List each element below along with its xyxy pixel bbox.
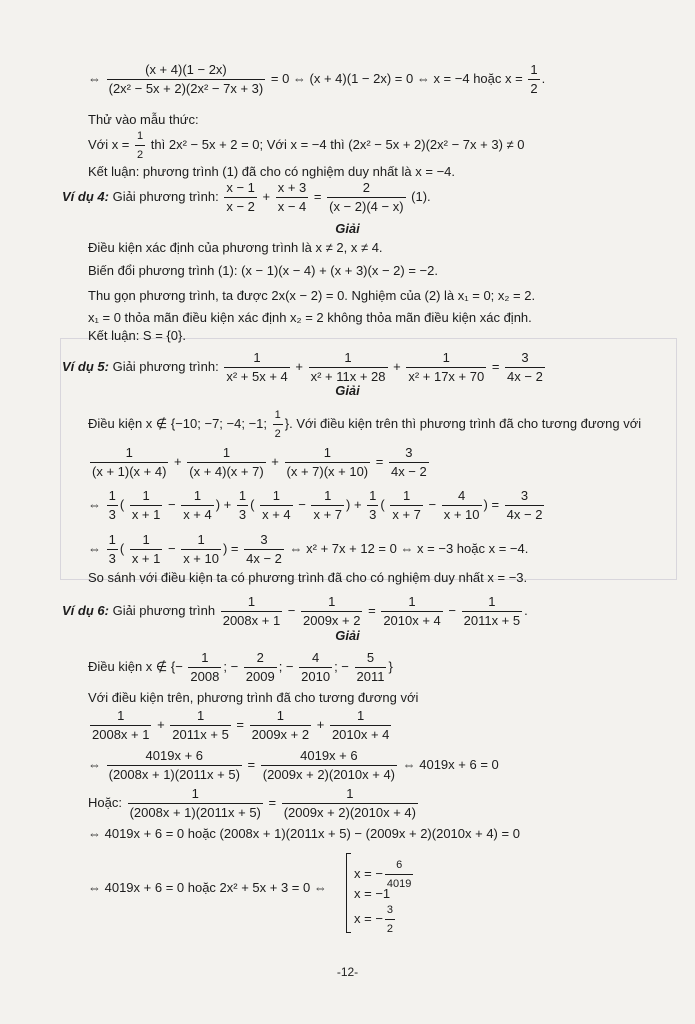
solution-heading: Giải [335,221,360,236]
example-label: Ví dụ 4: [62,188,109,204]
vd4-step-5: Kết luận: S = {0}. [88,328,186,343]
root-1: x = − $\frac{6}{4019}$ [354,859,412,890]
example-5-heading: Ví dụ 5: Giải phương trình: $\frac{1}{\text{x² + 5x + 4}}$ + $\frac{1}{\text{x² + 11x + 28}}$ + $\frac{1}{\text{x² + 17x + 70}}$ = $\frac{3}{4x - 2}$ [62,350,543,384]
system-bracket [346,853,351,933]
vd6-step-7: ⇔ 4019x + 6 = 0 hoặc 2x² + 5x + 3 = 0 ⇔ [88,880,327,895]
equation-line-3: Với x = $\frac{1}{2}$ thì 2x² − 5x + 2 = 0; Với x = −4 thì (2x² − 5x + 2)(2x² − 7x + 3) ≠ 0 [88,130,525,161]
root-3: x = − $\frac{3}{2}$ [354,904,394,935]
vd6-step-6: ⇔ 4019x + 6 = 0 hoặc (2008x + 1)(2011x + 5) − (2009x + 2)(2010x + 4) = 0 [88,826,520,841]
vd6-step-1: Điều kiện x ∉ {− $\frac{1}{2008}$ ; − $\frac{2}{2009}$ ; − $\frac{4}{2010}$ ; − $\frac{5}{2011}$ } [88,650,393,684]
vd5-step-3: ⇔ $\frac{1}{3}$ ( $\frac{1}{x + 1}$ − $\frac{1}{x + 4}$ ) + $\frac{1}{3}$ ( $\frac{1}{x + 4}$ − $\frac{1}{x + 7}$ ) + $\frac{1}{3}$ ( $\frac{1}{x + 7}$ − $\frac{4}{x + 10}$ ) = $\frac{3}{4x - 2}$ [88,488,543,522]
vd4-step-3: Thu gọn phương trình, ta được 2x(x − 2) = 0. Nghiệm của (2) là x₁ = 0; x₂ = 2. [88,288,536,303]
vd6-step-4: ⇔ $\frac{4019x + 6}{(2008x + 1)(2011x + 5)}$ = $\frac{4019x + 6}{(2009x + 2)(2010x + 4)}$ ⇔ 4019x + 6 = 0 [88,748,499,782]
vd4-step-2: Biến đổi phương trình (1): (x − 1)(x − 4) + (x + 3)(x − 2) = −2. [88,263,438,278]
vd6-step-3: $\frac{1}{2008x + 1}$ + $\frac{1}{2011x + 5}$ = $\frac{1}{2009x + 2}$ + $\frac{1}{2010x + 4}$ [92,708,390,742]
vd6-step-2: Với điều kiện trên, phương trình đã cho tương đương với [88,690,419,705]
example-4-heading: Ví dụ 4: Giải phương trình: $\frac{x - 1}{x - 2}$ + $\frac{x + 3}{x - 4}$ = $\frac{2}{(x - 2)(4 - x)}$ (1). [62,180,431,214]
vd4-step-4: x₁ = 0 thỏa mãn điều kiện xác định x₂ = 2 không thỏa mãn điều kiện xác định. [88,310,532,325]
solution-heading: Giải [335,383,360,398]
page-number: -12- [336,965,359,979]
example-label: Ví dụ 6: [62,602,109,618]
vd5-step-5: So sánh với điều kiện ta có phương trình đã cho có nghiệm duy nhất x = −3. [88,570,528,585]
text-thu-vao: Thử vào mẫu thức: [88,112,199,127]
vd4-step-1: Điều kiện xác định của phương trình là x ≠ 2, x ≠ 4. [88,240,383,255]
vd6-step-5: Hoặc: $\frac{1}{(2008x + 1)(2011x + 5)}$ = $\frac{1}{(2009x + 2)(2010x + 4)}$ [88,786,416,820]
vd5-step-1: Điều kiện x ∉ {−10; −7; −4; −1; $\frac{1}{2}$ }. Với điều kiện trên thì phương trình đã cho tương đương với [88,409,642,440]
equation-line-1: ⇔ $\frac{(x + 4)(1 - 2x)}{\text{(2x² − 5x + 2)(2x² − 7x + 3)}}$ = 0 ⇔ (x + 4)(1 − 2x) = 0 ⇔ x = −4 hoặc x = $\frac{1}{2}$ . [88,62,546,96]
solution-heading: Giải [335,628,360,643]
vd5-step-2: $\frac{1}{(x + 1)(x + 4)}$ + $\frac{1}{(x + 4)(x + 7)}$ + $\frac{1}{(x + 7)(x + 10)}$ = $\frac{3}{4x - 2}$ [92,445,427,479]
text-ket-luan-1: Kết luận: phương trình (1) đã cho có nghiệm duy nhất là x = −4. [88,164,456,179]
vd5-step-4: ⇔ $\frac{1}{3}$ ( $\frac{1}{x + 1}$ − $\frac{1}{x + 10}$ ) = $\frac{3}{4x - 2}$ ⇔ x² + 7x + 12 = 0 ⇔ x = −3 hoặc x = −4. [88,532,529,566]
root-2: x = −1 [354,886,391,901]
example-6-heading: Ví dụ 6: Giải phương trình $\frac{1}{2008x + 1}$ − $\frac{1}{2009x + 2}$ = $\frac{1}{2010x + 4}$ − $\frac{1}{2011x + 5}$ . [62,594,528,628]
example-label: Ví dụ 5: [62,358,109,374]
